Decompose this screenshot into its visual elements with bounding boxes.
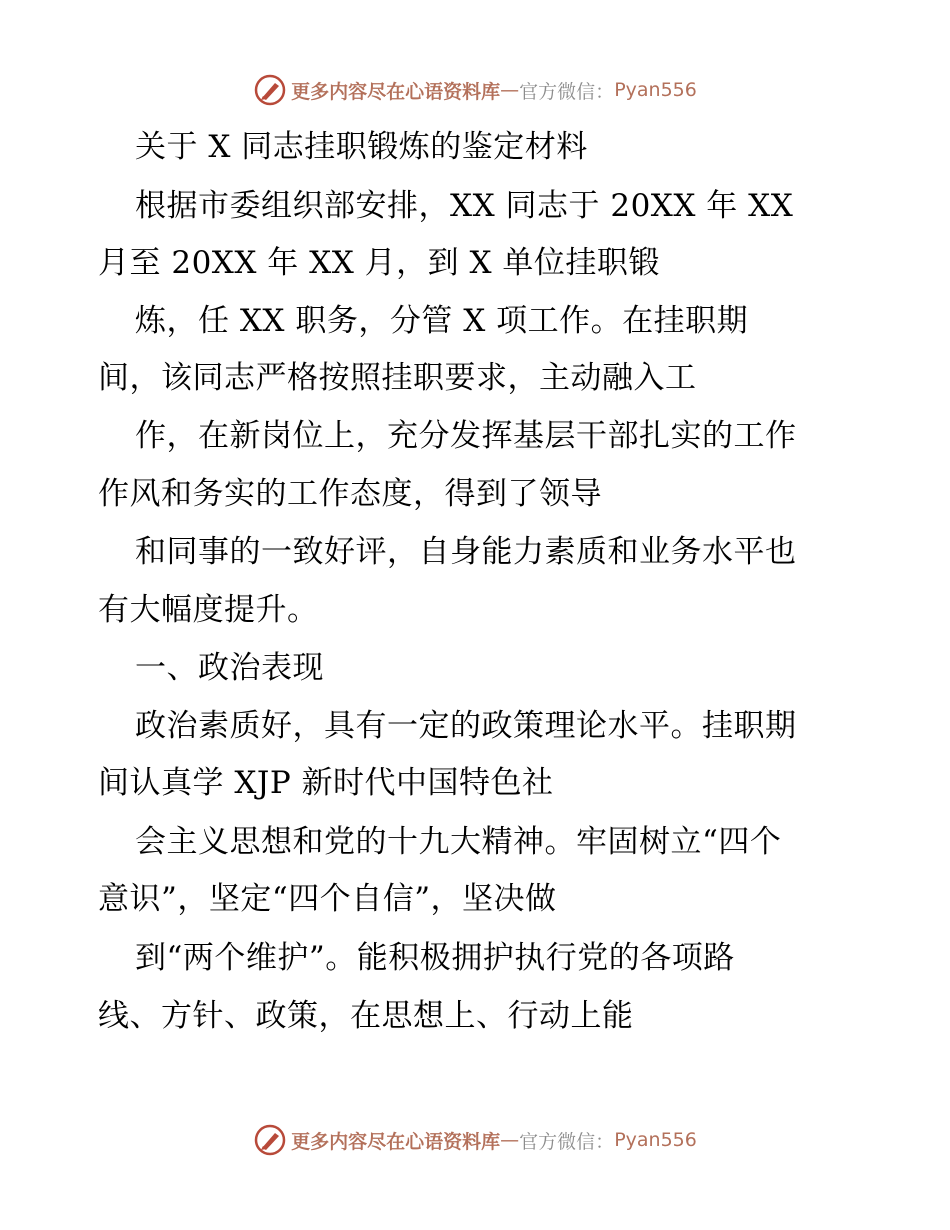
paragraph-line: 会主义思想和党的十九大精神。牢固树立“四个 [135, 824, 782, 860]
watermark-dash: — [500, 1129, 520, 1151]
paragraph-line: 作风和务实的工作态度，得到了领导 [98, 476, 602, 512]
paragraph-line: 和同事的一致好评，自身能力素质和业务水平也 [135, 534, 797, 570]
paragraph-line: 作，在新岗位上，充分发挥基层干部扎实的工作 [135, 418, 797, 454]
paragraph-line: 有大幅度提升。 [98, 592, 319, 628]
paragraph-line: 炼，任 XX 职务，分管 X 项工作。在挂职期 [135, 303, 749, 339]
watermark-account: Pyan556 [614, 1129, 697, 1151]
section-heading: 一、政治表现 [135, 650, 324, 686]
watermark-text: 更多内容尽在心语资料库 [291, 1130, 501, 1153]
watermark-text: 更多内容尽在心语资料库 [291, 80, 501, 103]
paragraph-line: 政治素质好，具有一定的政策理论水平。挂职期 [135, 708, 797, 744]
watermark-dash: — [500, 79, 520, 101]
paragraph-line: 间，该同志严格按照挂职要求，主动融入工 [98, 360, 697, 396]
paragraph-line: 间认真学 XJP 新时代中国特色社 [98, 765, 554, 801]
watermark-label: 官方微信： [519, 1130, 615, 1153]
paragraph-line: 月至 20XX 年 XX 月，到 X 单位挂职锻 [98, 245, 660, 281]
watermark-label: 官方微信： [519, 80, 615, 103]
paragraph-line: 线、方针、政策，在思想上、行动上能 [98, 998, 634, 1034]
paragraph-line: 到“两个维护”。能积极拥护执行党的各项路 [135, 940, 735, 976]
watermark-account: Pyan556 [614, 79, 697, 101]
paragraph-line: 意识”，坚定“四个自信”，坚决做 [98, 881, 557, 917]
paragraph-line: 根据市委组织部安排，XX 同志于 20XX 年 XX [135, 188, 794, 224]
document-title: 关于 X 同志挂职锻炼的鉴定材料 [135, 129, 588, 165]
footer-watermark [0, 1120, 950, 1160]
pen-logo-icon [253, 1123, 287, 1157]
